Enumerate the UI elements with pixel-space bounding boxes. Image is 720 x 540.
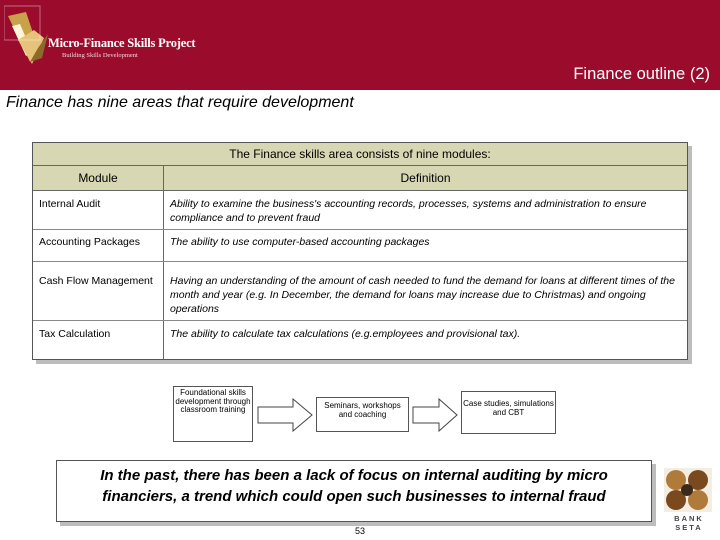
column-header-module: Module <box>33 166 164 191</box>
table-row-module: Tax Calculation <box>39 328 111 340</box>
header-banner <box>0 0 720 90</box>
table-row-module: Accounting Packages <box>39 236 140 248</box>
flow-step-case-studies: Case studies, simulations and CBT <box>461 391 556 434</box>
bank-logo-text: BANK SETA <box>674 514 704 532</box>
note-text: In the past, there has been a lack of focus on internal auditing by micro financiers, a trend which could open such businesses to internal fraud <box>100 467 608 505</box>
table-row-definition: Having an understanding of the amount of cash needed to fund the demand for loans at different times of the month and year (e.g. In December, the demand for loans may increase due to Christmas) and ongoing operations <box>170 275 675 315</box>
arrow-right-icon <box>412 398 458 432</box>
column-header-definition: Definition <box>164 166 687 191</box>
column-divider <box>163 190 164 359</box>
modules-table <box>32 142 688 360</box>
table-row-module: Internal Audit <box>39 198 101 210</box>
slide-subtitle: Finance has nine areas that require development <box>6 94 354 111</box>
table-row-module: Cash Flow Management <box>39 275 153 287</box>
logo-name: Micro-Finance Skills Project <box>48 36 196 50</box>
flow-step-seminars: Seminars, workshops and coaching <box>316 397 409 432</box>
page-title: Finance outline (2) <box>573 65 710 83</box>
table-row-definition: Ability to examine the business's accounting records, processes, systems and administration to ensure compliance and to prevent fraud <box>170 198 647 224</box>
flow-step-classroom: Foundational skills development through classroom training <box>173 386 253 442</box>
bank-seta-mark-icon <box>662 466 714 514</box>
note-callout <box>56 460 652 522</box>
row-divider <box>33 261 687 262</box>
row-divider <box>33 320 687 321</box>
arrow-right-icon <box>257 398 313 432</box>
table-row-definition: The ability to use computer-based accounting packages <box>170 236 430 248</box>
table-row-definition: The ability to calculate tax calculations (e.g.employees and provisional tax). <box>170 328 521 340</box>
page-number: 53 <box>355 526 366 536</box>
row-divider <box>33 229 687 230</box>
logo-tagline: Building Skills Development <box>62 52 138 59</box>
table-caption: The Finance skills area consists of nine modules: <box>33 143 687 166</box>
